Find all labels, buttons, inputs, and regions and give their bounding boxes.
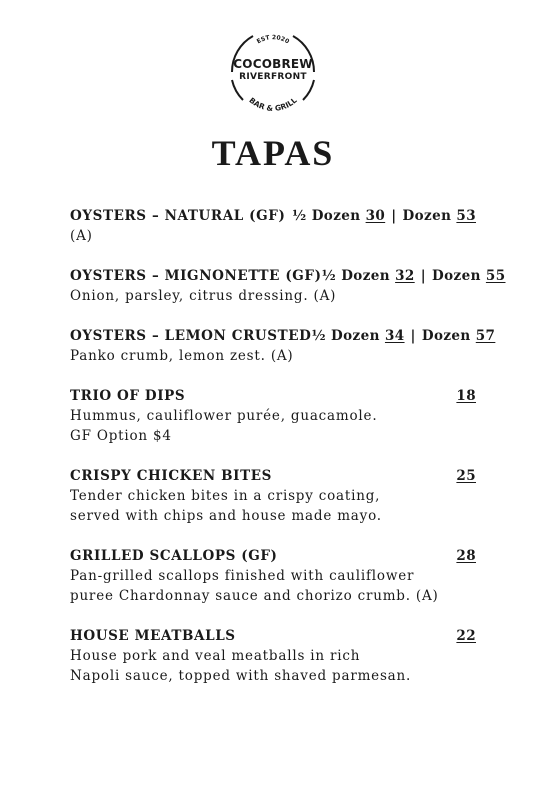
- menu-item: [70, 626, 476, 686]
- item-description-line-2: puree Chardonnay sauce and chorizo crumb. (A): [70, 588, 439, 604]
- item-name: OYSTERS – NATURAL (GF): [70, 208, 286, 224]
- item-description: House pork and veal meatballs in rich: [70, 648, 361, 664]
- half-dozen-price: 34: [384, 328, 405, 344]
- item-prices: [322, 266, 506, 286]
- menu-item: [70, 546, 476, 606]
- item-prices: [292, 206, 476, 226]
- item-price: 25: [456, 468, 476, 484]
- item-description-line-2: served with chips and house made mayo.: [70, 508, 382, 524]
- half-dozen-label: ½ Dozen: [321, 268, 390, 284]
- item-name: OYSTERS – LEMON CRUSTED: [70, 328, 312, 344]
- half-dozen-label: ½ Dozen: [311, 328, 380, 344]
- price-separator: |: [391, 208, 397, 224]
- brand-location: RIVERFRONT: [239, 72, 307, 82]
- item-description: Onion, parsley, citrus dressing. (A): [70, 288, 337, 304]
- item-description-line-2: Napoli sauce, topped with shaved parmesan.: [70, 668, 412, 684]
- brand-name: COCOBREW: [233, 57, 313, 71]
- price-separator: |: [420, 268, 426, 284]
- logo-est-text: EST 2020: [255, 34, 291, 46]
- menu-items: [70, 206, 506, 706]
- dozen-label: Dozen: [421, 328, 471, 344]
- item-name: TRIO OF DIPS: [70, 388, 186, 404]
- item-description: Tender chicken bites in a crispy coating,: [70, 488, 381, 504]
- price-separator: |: [410, 328, 416, 344]
- menu-item: [70, 326, 496, 366]
- menu-item: [70, 466, 476, 526]
- dozen-label: Dozen: [432, 268, 481, 284]
- logo-tagline: BAR & GRILL: [247, 95, 299, 113]
- item-price: 28: [456, 548, 476, 564]
- item-name: OYSTERS – MIGNONETTE (GF): [70, 268, 322, 284]
- half-dozen-label: ½ Dozen: [292, 208, 361, 224]
- item-description: Panko crumb, lemon zest. (A): [70, 348, 294, 364]
- dozen-price: 55: [485, 268, 506, 284]
- item-name: CRISPY CHICKEN BITES: [70, 468, 272, 484]
- menu-title: TAPAS: [211, 133, 335, 173]
- dozen-price: 57: [475, 328, 496, 344]
- item-description: (A): [70, 228, 93, 244]
- item-description: Hummus, cauliflower purée, guacamole.: [70, 408, 378, 424]
- menu-item: [70, 266, 506, 306]
- dozen-price: 53: [456, 208, 476, 224]
- item-description: Pan-grilled scallops finished with cauliflower: [70, 568, 415, 584]
- menu-item: [70, 206, 476, 246]
- item-price: 22: [456, 628, 476, 644]
- menu-item: [70, 386, 476, 446]
- item-name: HOUSE MEATBALLS: [70, 628, 236, 644]
- dozen-label: Dozen: [402, 208, 452, 224]
- item-description-line-2: GF Option $4: [70, 428, 172, 444]
- half-dozen-price: 32: [395, 268, 415, 284]
- item-name: GRILLED SCALLOPS (GF): [70, 548, 278, 564]
- half-dozen-price: 30: [365, 208, 386, 224]
- item-prices: [311, 326, 495, 346]
- item-price: 18: [456, 388, 476, 404]
